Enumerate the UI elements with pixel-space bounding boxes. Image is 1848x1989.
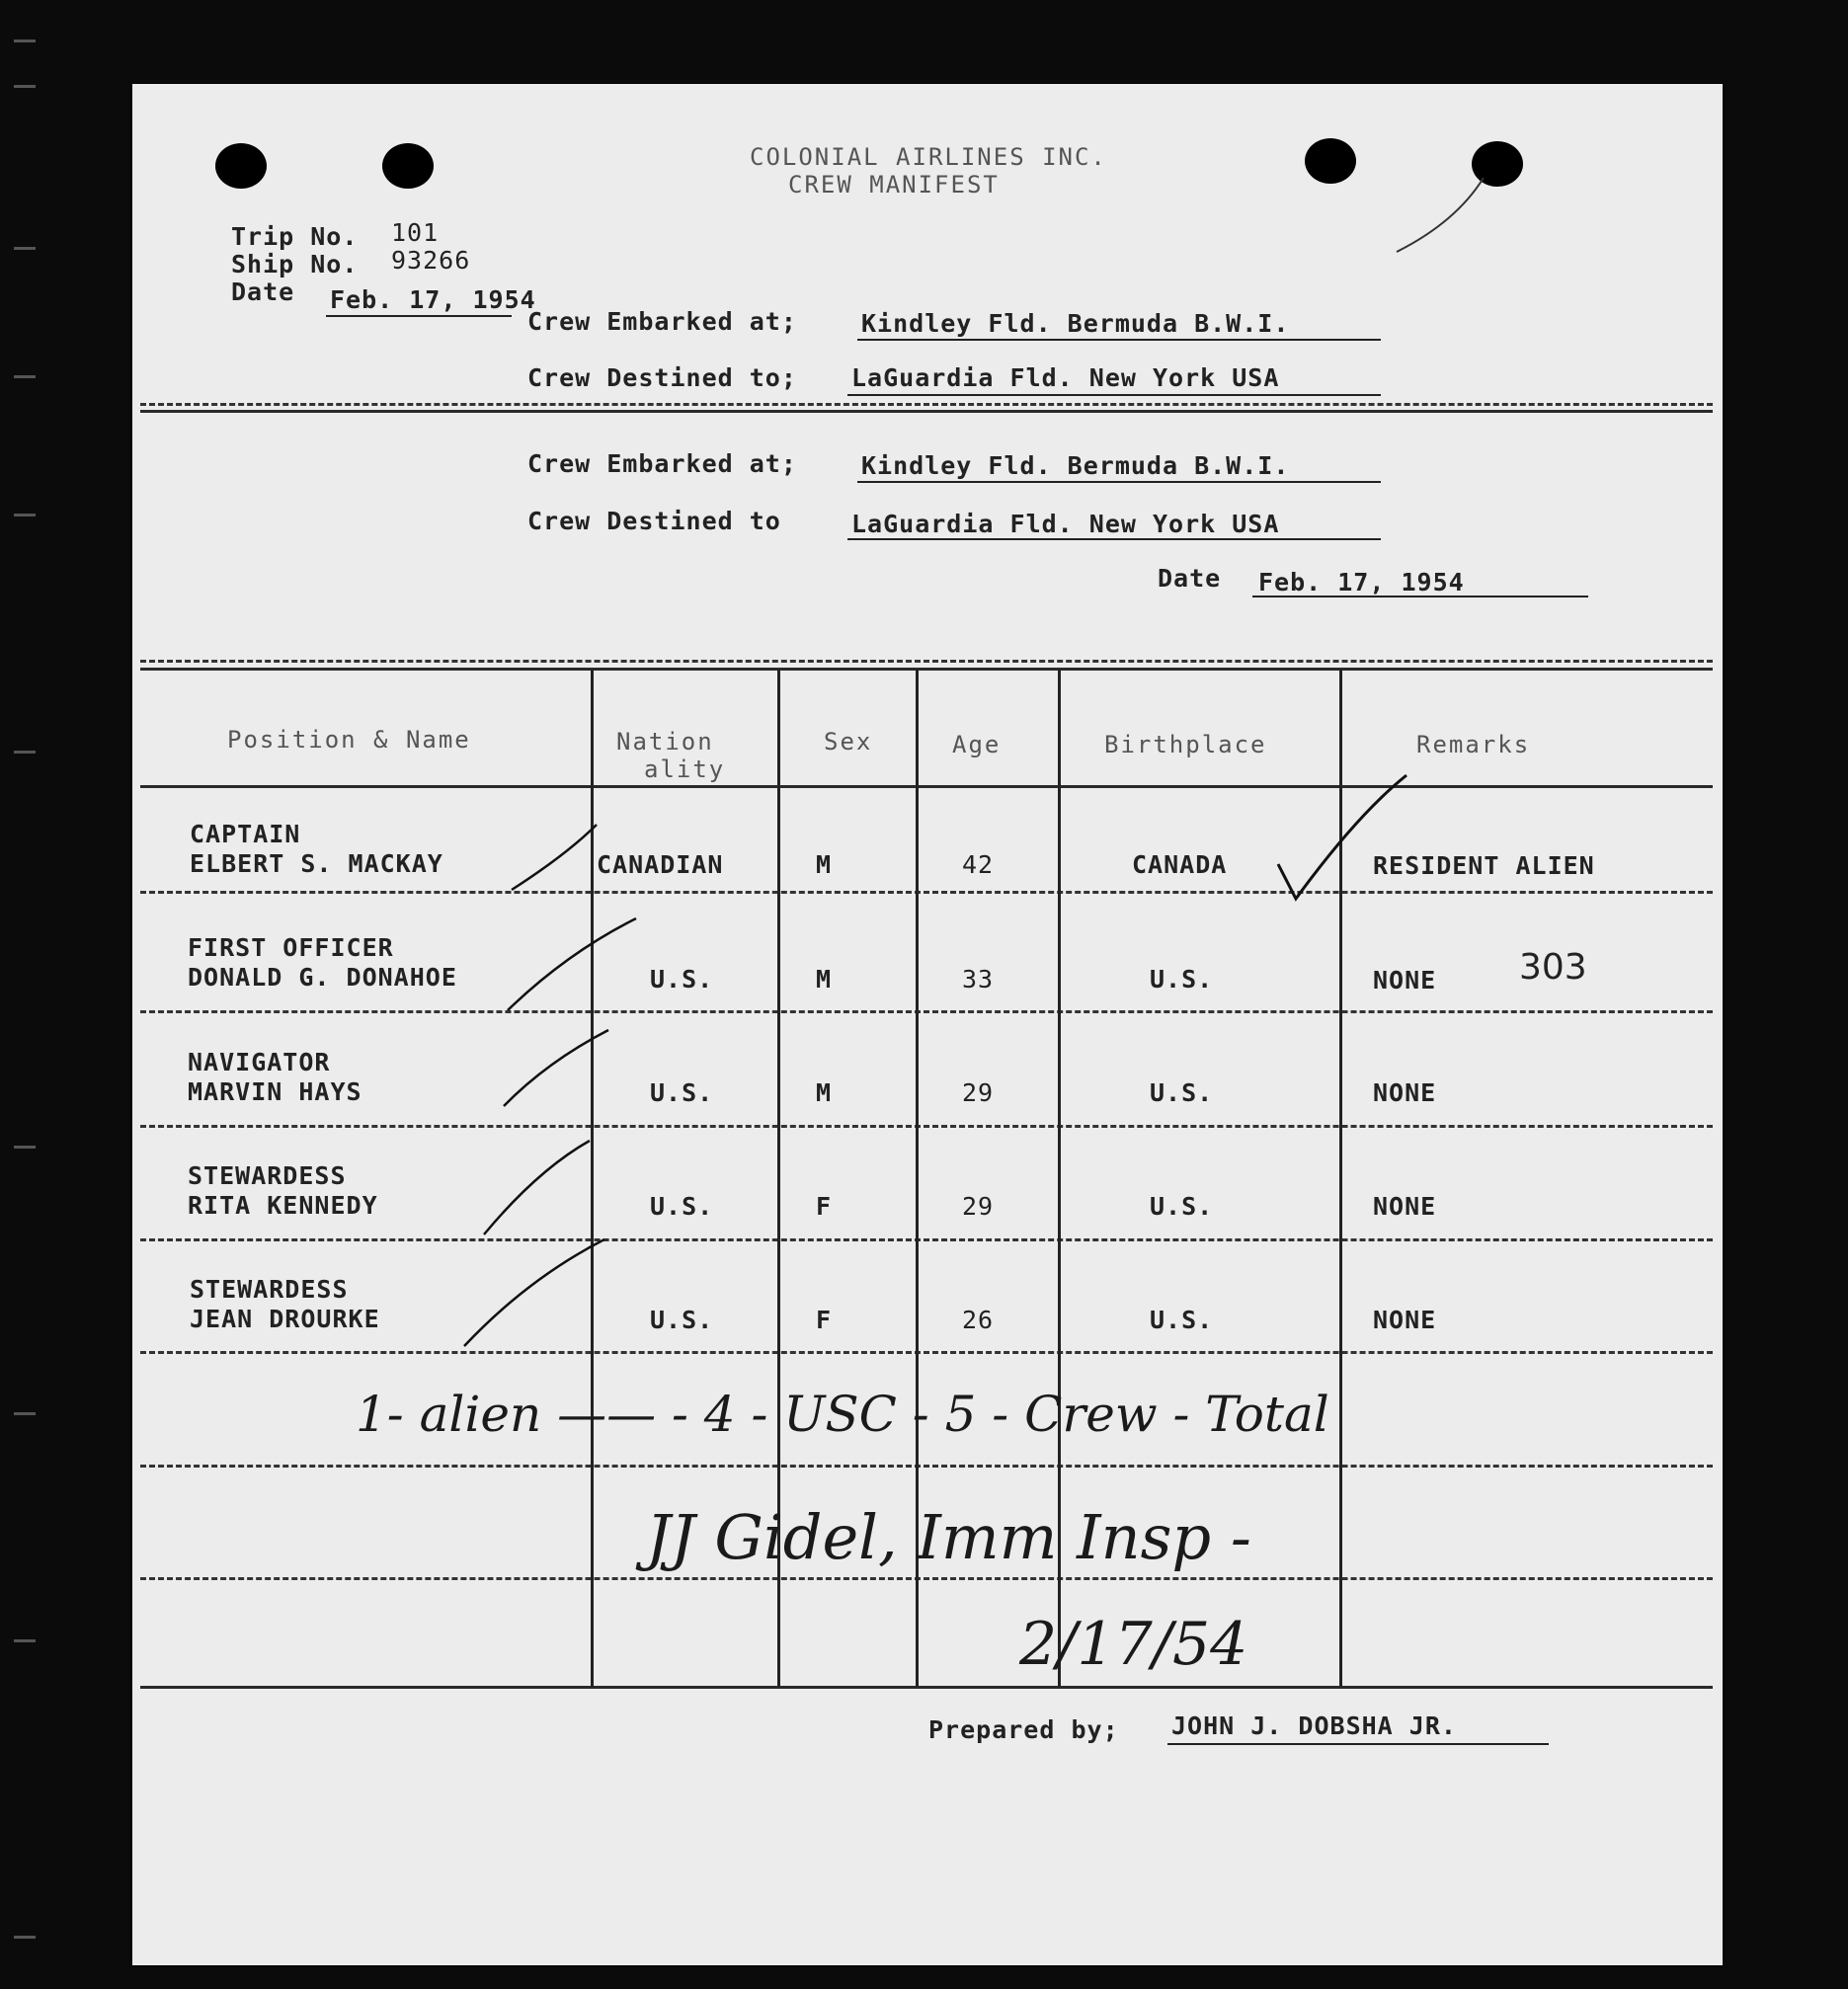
check-mark-icon	[484, 1141, 590, 1234]
check-mark-icon	[512, 825, 597, 890]
header-nationality-2: ality	[644, 756, 726, 783]
crew-age: 29	[962, 1078, 995, 1107]
crew-nationality: U.S.	[650, 1306, 714, 1334]
crew-position: STEWARDESS	[188, 1161, 347, 1190]
date-label: Date	[231, 278, 295, 306]
crew-birthplace: U.S.	[1150, 1192, 1214, 1221]
destined-value: LaGuardia Fld. New York USA	[851, 363, 1280, 392]
crew-remarks: NONE	[1373, 1192, 1437, 1221]
handwritten-tally: 1- alien —— - 4 - USC - 5 - Crew - Total	[356, 1386, 1329, 1443]
embarked-label: Crew Embarked at;	[527, 307, 797, 336]
crew-name: JEAN DROURKE	[190, 1305, 380, 1333]
header-sex: Sex	[824, 728, 873, 756]
crew-age: 42	[962, 850, 995, 879]
check-mark-icon	[1278, 775, 1406, 899]
crew-position: FIRST OFFICER	[188, 933, 394, 962]
crew-sex: F	[816, 1306, 833, 1334]
crew-nationality: U.S.	[650, 965, 714, 994]
pen-marks	[132, 84, 1723, 1965]
destined-label-2: Crew Destined to	[527, 507, 781, 535]
crew-name: DONALD G. DONAHOE	[188, 963, 457, 992]
check-mark-icon	[508, 918, 636, 1010]
crew-nationality: U.S.	[650, 1078, 714, 1107]
crew-position: CAPTAIN	[190, 820, 301, 848]
destined-label: Crew Destined to;	[527, 363, 797, 392]
crew-remarks: RESIDENT ALIEN	[1373, 851, 1595, 880]
manifest-page	[132, 84, 1723, 1965]
handwritten-signature: JJ Gidel, Imm Insp -	[646, 1501, 1251, 1573]
crew-nationality: CANADIAN	[597, 850, 724, 879]
check-mark-icon	[504, 1030, 608, 1106]
crew-remarks: NONE	[1373, 966, 1437, 994]
crew-birthplace: U.S.	[1150, 965, 1214, 994]
crew-sex: M	[816, 965, 833, 994]
crew-remarks: NONE	[1373, 1078, 1437, 1107]
crew-birthplace: U.S.	[1150, 1078, 1214, 1107]
crew-birthplace: CANADA	[1132, 850, 1228, 879]
crew-age: 29	[962, 1192, 995, 1221]
crew-name: MARVIN HAYS	[188, 1077, 362, 1106]
pen-stroke-icon	[1397, 178, 1484, 252]
header-remarks: Remarks	[1416, 731, 1531, 758]
trip-label: Trip No.	[231, 222, 359, 251]
manifest-date-value: Feb. 17, 1954	[1258, 568, 1465, 597]
check-mark-icon	[464, 1239, 604, 1346]
destined-value-2: LaGuardia Fld. New York USA	[851, 510, 1280, 538]
prepared-value: JOHN J. DOBSHA JR.	[1171, 1711, 1457, 1740]
crew-name: ELBERT S. MACKAY	[190, 849, 443, 878]
crew-nationality: U.S.	[650, 1192, 714, 1221]
crew-sex: M	[816, 1078, 833, 1107]
crew-sex: M	[816, 850, 833, 879]
company-name: COLONIAL AIRLINES INC.	[750, 143, 1107, 171]
header-age: Age	[952, 731, 1002, 758]
ship-value: 93266	[391, 246, 471, 275]
crew-sex: F	[816, 1192, 833, 1221]
embarked-value-2: Kindley Fld. Bermuda B.W.I.	[861, 451, 1290, 480]
crew-remarks: NONE	[1373, 1306, 1437, 1334]
crew-name: RITA KENNEDY	[188, 1191, 378, 1220]
handwritten-date: 2/17/54	[1019, 1610, 1248, 1679]
manifest-date-label: Date	[1158, 564, 1222, 593]
crew-age: 26	[962, 1306, 995, 1334]
date-value: Feb. 17, 1954	[330, 285, 536, 314]
prepared-label: Prepared by;	[928, 1715, 1119, 1744]
embarked-label-2: Crew Embarked at;	[527, 449, 797, 478]
header-position: Position & Name	[227, 726, 471, 754]
crew-position: STEWARDESS	[190, 1275, 349, 1304]
embarked-value: Kindley Fld. Bermuda B.W.I.	[861, 309, 1290, 338]
header-nationality: Nation	[616, 728, 714, 756]
crew-age: 33	[962, 965, 995, 994]
document-title: CREW MANIFEST	[788, 171, 1000, 199]
trip-value: 101	[391, 218, 440, 247]
crew-position: NAVIGATOR	[188, 1048, 331, 1076]
header-birthplace: Birthplace	[1104, 731, 1267, 758]
crew-birthplace: U.S.	[1150, 1306, 1214, 1334]
remarks-note: 303	[1519, 947, 1587, 988]
ship-label: Ship No.	[231, 250, 359, 278]
